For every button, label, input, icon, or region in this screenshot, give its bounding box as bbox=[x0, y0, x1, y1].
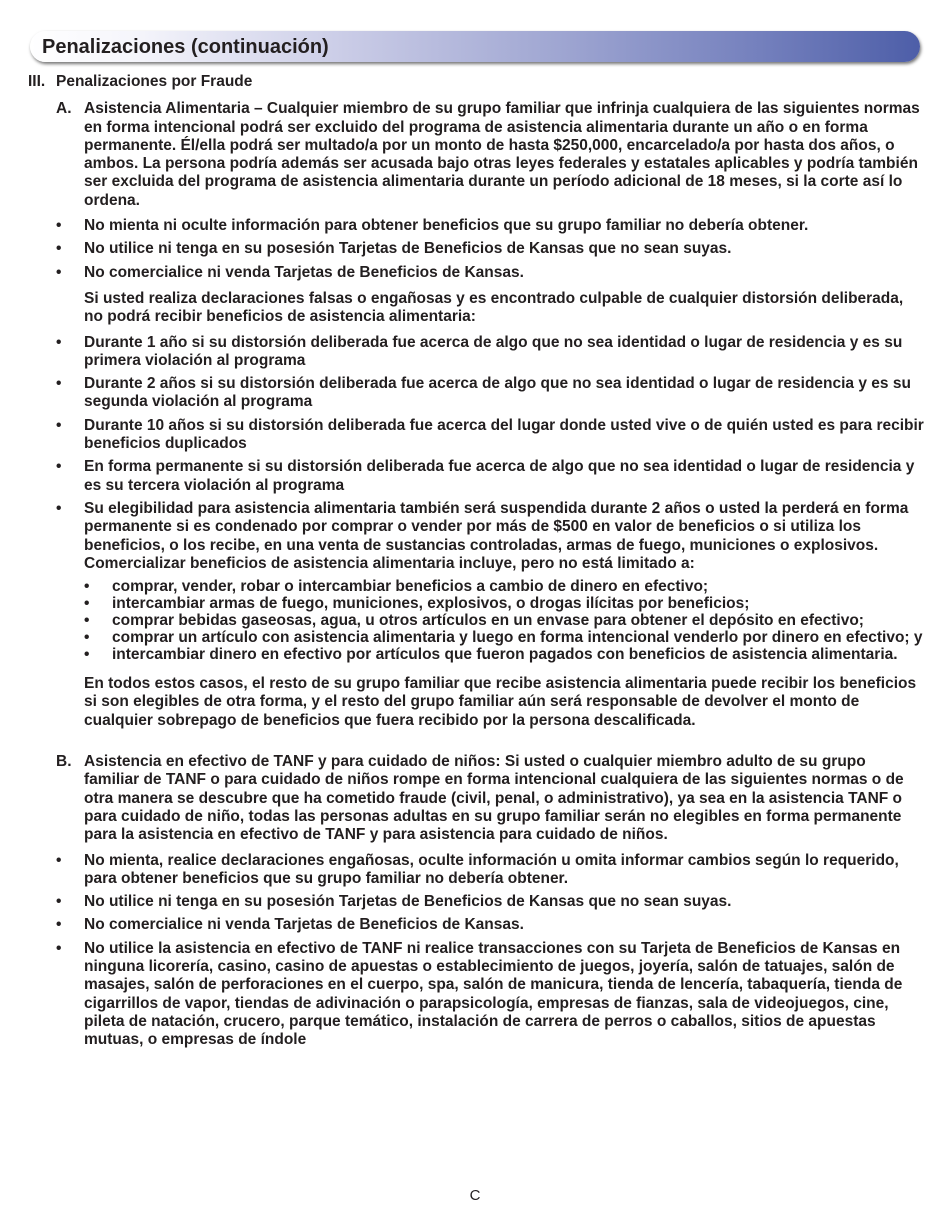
bullet-icon: • bbox=[84, 612, 90, 630]
food-assistance-rules-list bbox=[56, 217, 924, 282]
section-title: Penalizaciones por Fraude bbox=[56, 73, 253, 90]
list-item: • No utilice ni tenga en su posesión Tarjetas de Beneficios de Kansas que no sean suyas. bbox=[56, 893, 732, 911]
list-item: • Durante 2 años si su distorsión deliberada fue acerca de algo que no sea identidad o lugar de residencia y es su segunda violación al programa bbox=[56, 375, 911, 411]
bullet-icon: • bbox=[84, 595, 90, 613]
bullet-icon: • bbox=[84, 646, 90, 664]
subsection-b-letter: B. bbox=[56, 753, 72, 771]
list-item: • No comercialice ni venda Tarjetas de Beneficios de Kansas. bbox=[56, 263, 524, 281]
bullet-icon: • bbox=[56, 499, 62, 517]
bullet-icon: • bbox=[56, 851, 62, 869]
subsection-a-body bbox=[56, 100, 924, 737]
trafficking-examples-list bbox=[84, 579, 924, 662]
subsection-a-intro: Asistencia Alimentaria – Cualquier miembro de su grupo familiar que infrinja cualquiera de las siguientes normas en forma intencional podrá ser excluido del programa de asistencia alimentaria durante un año o en forma permanente. Él/ella podrá ser multado/a por un monto de hasta $250,000, encarcelado/a por hasta dos años, o ambos. La persona podría además ser acusada bajo otras leyes federales y estatales aplicables y podría también ser excluida del programa de asistencia alimentaria durante un período adicional de 18 meses, si la corte así lo ordena. bbox=[84, 100, 920, 209]
bullet-icon: • bbox=[56, 416, 62, 434]
false-statement-paragraph: Si usted realiza declaraciones falsas o engañosas y es encontrado culpable de cualquier distorsión deliberada, no podrá recibir beneficios de asistencia alimentaria: bbox=[84, 289, 904, 326]
list-item: • No mienta ni oculte información para obtener beneficios que su grupo familiar no debería obtener. bbox=[56, 217, 809, 235]
list-item: • Durante 1 año si su distorsión deliberada fue acerca de algo que no sea identidad o lugar de residencia y es su primera violación al programa bbox=[56, 333, 903, 369]
subsection-a-closing: En todos estos casos, el resto de su grupo familiar que recibe asistencia alimentaria puede recibir los beneficios si son elegibles de otra forma, y el resto del grupo familiar aún será responsable de devolver el monto de cualquier sobrepago de beneficios que fuera recibido por la persona descalificada. bbox=[84, 675, 917, 729]
list-item: • intercambiar armas de fuego, municiones, explosivos, o drogas ilícitas por beneficios; bbox=[84, 595, 750, 613]
list-item: • No mienta, realice declaraciones engañosas, oculte información u omita informar cambios según lo requerido, para obtener beneficios que su grupo familiar no debería obtener. bbox=[56, 851, 899, 887]
trafficking-paragraph: Su elegibilidad para asistencia alimentaria también será suspendida durante 2 años o usted la perderá en forma permanente si es condenado por comprar o vender por más de $500 en valor de beneficios o si utiliza los beneficios, o los recibe, en una venta de sustancias controladas, armas de fuego, municiones o explosivos. Comercializar beneficios de asistencia alimentaria incluye, pero no está limitado a: bbox=[84, 499, 909, 572]
subsection-a bbox=[56, 100, 924, 737]
bullet-icon: • bbox=[56, 217, 62, 235]
bullet-icon: • bbox=[56, 263, 62, 281]
subsection-b-intro: Asistencia en efectivo de TANF y para cuidado de niños: Si usted o cualquier miembro adulto de su grupo familiar de TANF o para cuidado de niños rompe en forma intencional cualquiera de las siguientes normas o de otra manera se descubre que ha cometido fraude (civil, penal, o administrativo), ya sea en la asistencia TANF o para cuidado de niño, todas las personas adultas en su grupo familiar serán no elegibles en forma permanente para la asistencia en efectivo de TANF y para asistencia para cuidado de niños. bbox=[84, 753, 904, 844]
bullet-icon: • bbox=[56, 333, 62, 351]
bullet-icon: • bbox=[56, 458, 62, 476]
bullet-icon: • bbox=[56, 893, 62, 911]
list-item: • comprar bebidas gaseosas, agua, u otros artículos en un envase para obtener el depósito en efectivo; bbox=[84, 612, 864, 630]
page-number: C bbox=[469, 1187, 481, 1204]
section-header-bar bbox=[30, 31, 920, 62]
bullet-icon: • bbox=[84, 578, 90, 596]
penalty-duration-list bbox=[56, 334, 924, 668]
tanf-rules-list bbox=[56, 852, 924, 1050]
page-title: Penalizaciones (continuación) bbox=[42, 36, 329, 58]
subsection-b bbox=[56, 753, 924, 1057]
bullet-icon: • bbox=[56, 916, 62, 934]
list-item: • En forma permanente si su distorsión deliberada fue acerca de algo que no sea identidad o lugar de residencia y es su tercera violación al programa bbox=[56, 458, 915, 494]
bullet-icon: • bbox=[56, 240, 62, 258]
subsection-a-letter: A. bbox=[56, 100, 72, 118]
bullet-icon: • bbox=[56, 375, 62, 393]
bullet-icon: • bbox=[84, 629, 90, 647]
subsection-b-body bbox=[56, 753, 924, 1057]
list-item: • No utilice ni tenga en su posesión Tarjetas de Beneficios de Kansas que no sean suyas. bbox=[56, 240, 732, 258]
section-heading bbox=[28, 73, 924, 91]
list-item: • intercambiar dinero en efectivo por artículos que fueron pagados con beneficios de asistencia alimentaria. bbox=[84, 646, 898, 664]
bullet-icon: • bbox=[56, 939, 62, 957]
document-body bbox=[28, 73, 924, 1065]
list-item: • Durante 10 años si su distorsión deliberada fue acerca del lugar donde usted vive o de quién usted es para recibir beneficios duplicados bbox=[56, 416, 924, 453]
list-item: • No utilice la asistencia en efectivo de TANF ni realice transacciones con su Tarjeta de Beneficios de Kansas en ninguna licorería, casino, casino de apuestas o establecimiento de juegos, joyería, salón de tatuajes, salón de masajes, salón de perforaciones en el cuerpo, spa, salón de manicura, tienda de lencería, tabaquería, tienda de cigarrillos de vapor, tiendas de adivinación o parapsicología, empresas de fianzas, sala de videojuegos, cine, pileta de natación, crucero, parque temático, instalación de carrera de perros o caballos, sitios de apuestas mutuas, o empresas de índole bbox=[56, 939, 903, 1049]
list-item: • No comercialice ni venda Tarjetas de Beneficios de Kansas. bbox=[56, 916, 524, 934]
list-item: • comprar, vender, robar o intercambiar beneficios a cambio de dinero en efectivo; bbox=[84, 578, 709, 596]
list-item bbox=[56, 500, 924, 667]
section-number: III. bbox=[28, 73, 46, 90]
list-item: • comprar un artículo con asistencia alimentaria y luego en forma intencional venderlo por dinero en efectivo; y bbox=[84, 629, 923, 647]
